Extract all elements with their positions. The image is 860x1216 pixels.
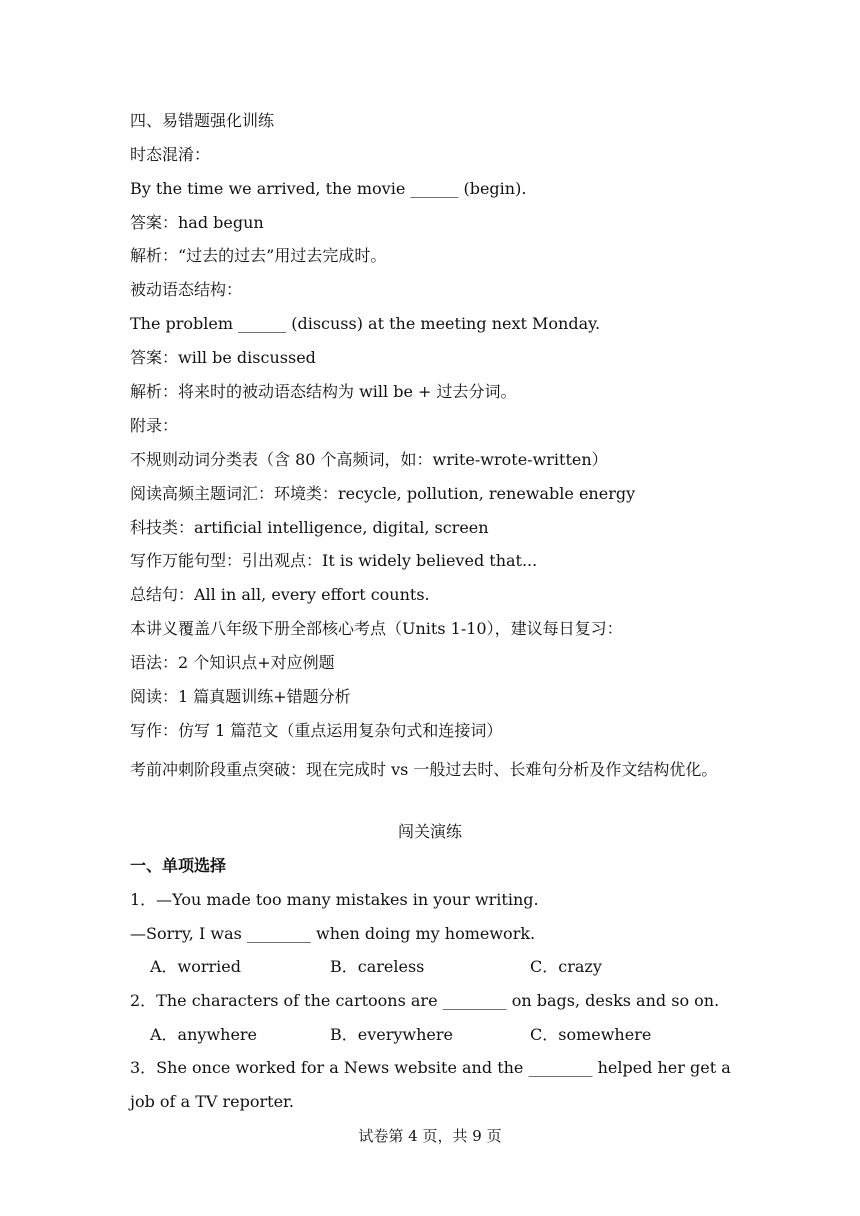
appendix-heading: 附录： — [130, 416, 179, 435]
question-text: 1．—You made too many mistakes in your writing. — [130, 890, 539, 909]
coverage-text: 本讲义覆盖八年级下册全部核心考点（Units 1-10），建议每日复习： — [130, 619, 623, 638]
analysis-text: 解析：“过去的过去”用过去完成时。 — [130, 246, 387, 265]
section-title: 四、易错题强化训练 — [130, 111, 275, 130]
option-b: B．careless — [330, 957, 425, 976]
topic-heading: 被动语态结构： — [130, 280, 243, 299]
analysis-text: 解析：将来时的被动语态结构为 will be + 过去分词。 — [130, 382, 517, 401]
option-a: A．anywhere — [150, 1025, 258, 1044]
appendix-item: 总结句：All in all, every effort counts. — [130, 585, 430, 604]
option-c: C．crazy — [530, 957, 602, 976]
appendix-item: 不规则动词分类表（含 80 个高频词，如：write-wrote-written） — [130, 450, 608, 469]
page-footer: 试卷第 4 页，共 9 页 — [358, 1127, 502, 1145]
sprint-text: 考前冲刺阶段重点突破：现在完成时 vs 一般过去时、长难句分析及作文结构优化。 — [130, 760, 718, 779]
plan-item: 写作：仿写 1 篇范文（重点运用复杂句式和连接词） — [130, 721, 503, 740]
option-a: A．worried — [150, 957, 242, 976]
question-text: 3．She once worked for a News website and the ________ helped her get a job of a TV reporter. — [130, 1058, 731, 1111]
section-heading: 一、单项选择 — [130, 856, 227, 875]
appendix-item: 科技类：artificial intelligence, digital, screen — [130, 518, 489, 537]
question-text: The problem ______ (discuss) at the meeting next Monday. — [130, 314, 601, 333]
appendix-item: 阅读高频主题词汇：环境类：recycle, pollution, renewable energy — [130, 484, 636, 503]
option-c: C．somewhere — [530, 1025, 652, 1044]
practice-title: 闯关演练 — [397, 822, 462, 841]
plan-item: 语法：2 个知识点+对应例题 — [130, 653, 335, 672]
answer-text: 答案：will be discussed — [130, 348, 316, 367]
answer-text: 答案：had begun — [130, 213, 264, 232]
option-b: B．everywhere — [330, 1025, 454, 1044]
plan-item: 阅读：1 篇真题训练+错题分析 — [130, 687, 351, 706]
topic-heading: 时态混淆： — [130, 145, 211, 164]
question-text: —Sorry, I was ________ when doing my homework. — [130, 924, 536, 943]
question-text: 2．The characters of the cartoons are ________ on bags, desks and so on. — [130, 991, 720, 1010]
question-text: By the time we arrived, the movie ______ (begin). — [130, 179, 527, 198]
appendix-item: 写作万能句型：引出观点：It is widely believed that... — [130, 551, 538, 570]
